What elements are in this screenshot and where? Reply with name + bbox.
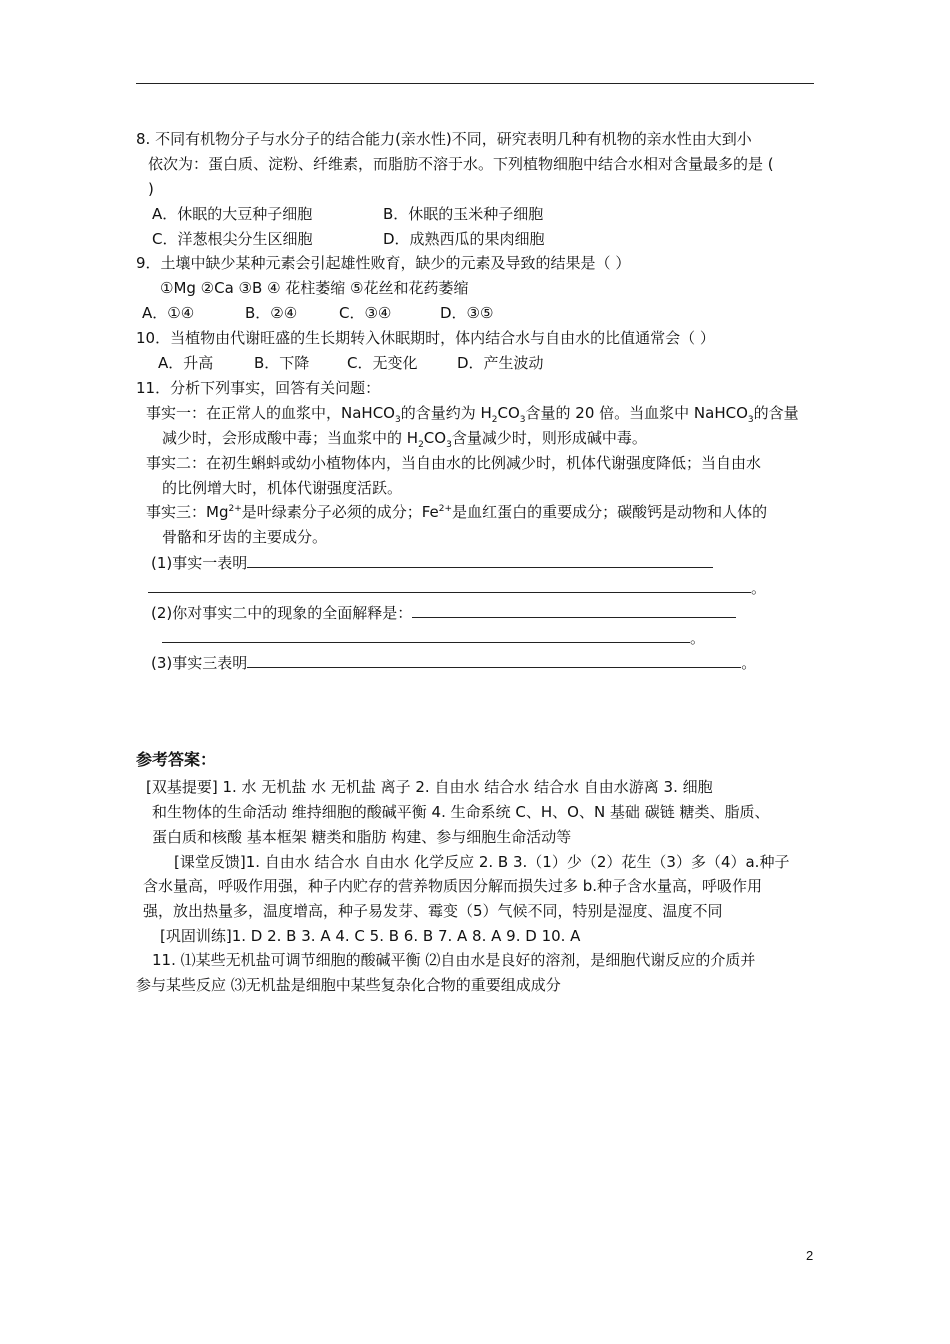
q11-ask1-cont: 。 xyxy=(148,577,766,598)
q11-ask3: (3)事实三表明 。 xyxy=(151,654,757,672)
answers-title: 参考答案： xyxy=(136,750,217,769)
q10-option-d: D．产生波动 xyxy=(457,354,544,372)
q11-ask1: (1)事实一表明 xyxy=(151,552,713,573)
q9-option-c: C．③④ xyxy=(339,304,392,322)
q10-stem: 10．当植物由代谢旺盛的生长期转入休眠期时，体内结合水与自由水的比值通常会（ ） xyxy=(136,329,715,347)
q8-line1: 8. 不同有机物分子与水分子的结合能力(亲水性)不同，研究表明几种有机物的亲水性由大到小 xyxy=(136,130,752,148)
q11-ask2-cont: 。 xyxy=(162,627,705,648)
answers-p2-line2: 含水量高，呼吸作用强，种子内贮存的营养物质因分解而损失过多 b.种子含水量高，呼吸作用 xyxy=(143,877,763,895)
answers-p4-line2: 参与某些反应 ⑶无机盐是细胞中某些复杂化合物的重要组成成分 xyxy=(136,976,561,994)
q8-option-c: C．洋葱根尖分生区细胞 xyxy=(152,230,313,248)
q11-fact2-line2: 的比例增大时，机体代谢强度活跃。 xyxy=(162,479,403,497)
answer-blank-2[interactable] xyxy=(412,602,736,618)
answers-p4-line1: 11. ⑴某些无机盐可调节细胞的酸碱平衡 ⑵自由水是良好的溶剂，是细胞代谢反应的介质并 xyxy=(152,951,756,969)
answer-blank-1[interactable] xyxy=(247,552,713,568)
q11-stem: 11．分析下列事实，回答有关问题： xyxy=(136,379,381,397)
page-number: 2 xyxy=(806,1248,814,1263)
q9-option-a: A．①④ xyxy=(142,304,195,322)
answers-p3: [巩固训练]1. D 2. B 3. A 4. C 5. B 6. B 7. A 8. A 9. D 10. A xyxy=(160,927,581,945)
answer-blank-2b[interactable] xyxy=(162,627,690,643)
answers-p1-line3: 蛋白质和核酸 基本框架 糖类和脂肪 构建、参与细胞生命活动等 xyxy=(152,828,572,846)
answers-p1-line2: 和生物体的生命活动 维持细胞的酸碱平衡 4. 生命系统 C、H、O、N 基础 碳链 糖类、脂质、 xyxy=(152,803,770,821)
q11-fact1-line2: 减少时，会形成酸中毒；当血浆中的 $H_2CO_3$含量减少时，则形成碱中毒。 xyxy=(162,429,647,450)
answer-blank-1b[interactable] xyxy=(148,577,751,593)
q9-stem: 9．土壤中缺少某种元素会引起雄性败育，缺少的元素及导致的结果是（ ） xyxy=(136,254,631,272)
q11-fact3-line2: 骨骼和牙齿的主要成分。 xyxy=(162,528,328,546)
q8-option-d: D．成熟西瓜的果肉细胞 xyxy=(383,230,545,248)
q9-option-d: D．③⑤ xyxy=(440,304,494,322)
answers-p1-line1: [双基提要] 1. 水 无机盐 水 无机盐 离子 2. 自由水 结合水 结合水 自由水游离 3. 细胞 xyxy=(146,778,713,796)
q11-fact1-line1: 事实一：在正常人的血浆中，NaHCO$_3$的含量约为 $H_2CO_3$含量的 20 倍。当血浆中 NaHCO$_3$的含量 xyxy=(146,404,799,425)
q9-option-b: B．②④ xyxy=(245,304,298,322)
answers-p2-line3: 强，放出热量多，温度增高，种子易发芽、霉变（5）气候不同，特别是湿度、温度不同 xyxy=(143,902,723,920)
q11-fact2-line1: 事实二：在初生蝌蚪或幼小植物体内，当自由水的比例减少时，机体代谢强度降低；当自由水 xyxy=(146,454,762,472)
q10-option-c: C．无变化 xyxy=(347,354,418,372)
q10-option-b: B．下降 xyxy=(254,354,310,372)
q10-option-a: A．升高 xyxy=(158,354,214,372)
header-rule xyxy=(136,83,814,84)
q9-items: ①Mg ②Ca ③B ④ 花柱萎缩 ⑤花丝和花药萎缩 xyxy=(160,279,469,297)
q11-fact3-line1: 事实三：$Mg^{2+}$是叶绿素分子必须的成分；$Fe^{2+}$是血红蛋白的重要成分；碳酸钙是动物和人体的 xyxy=(146,503,768,521)
q11-ask2: (2)你对事实二中的现象的全面解释是： xyxy=(151,602,736,623)
q8-line3: ) xyxy=(148,180,154,198)
answer-blank-3[interactable] xyxy=(247,652,741,668)
q8-option-b: B．休眠的玉米种子细胞 xyxy=(383,205,544,223)
q8-line2: 依次为：蛋白质、淀粉、纤维素，而脂肪不溶于水。下列植物细胞中结合水相对含量最多的是 ( xyxy=(148,155,774,173)
answers-p2-line1: [课堂反馈]1. 自由水 结合水 自由水 化学反应 2. B 3.（1）少（2）花生（3）多（4）a.种子 xyxy=(174,853,790,871)
q8-option-a: A．休眠的大豆种子细胞 xyxy=(152,205,313,223)
